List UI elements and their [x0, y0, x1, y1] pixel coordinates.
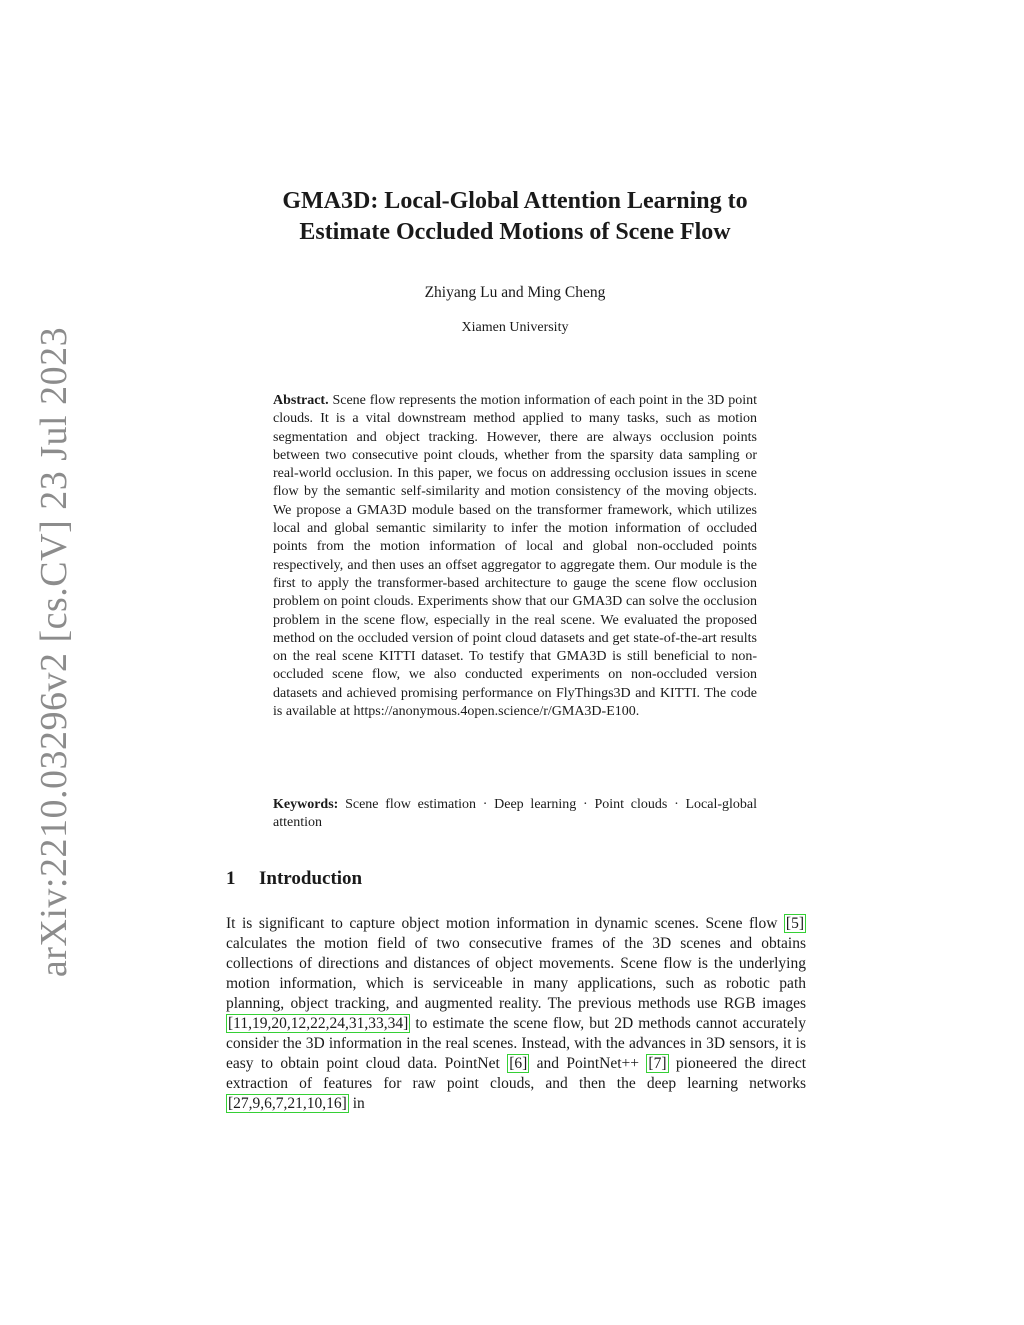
citation-link[interactable]: [7] [648, 1055, 667, 1072]
citation-link[interactable]: [11,19,20,12,22,24,31,33,34] [228, 1015, 409, 1032]
abstract-label: Abstract. [273, 393, 329, 408]
authors: Zhiyang Lu and Ming Cheng [424, 284, 606, 301]
abstract-text: Scene flow represents the motion information of each point in the 3D point clouds. It is a vital downstream method applied to many tasks, such as motion segmentation and object tracking. However, there are always occlusion points between two consecutive point clouds, whether from the sparsity data sampling or real-world occlusion. In this paper, we focus on addressing occlusion issues in scene flow by the semantic self-similarity and motion consistency of the moving objects. We propose a GMA3D module based on the transformer framework, which utilizes local and global semantic similarity to infer the motion information of occluded points from the motion information of local and global non-occluded points respectively, and then uses an offset aggregator to aggregate them. Our module is the first to apply the transformer-based architecture to gauge the scene flow occlusion problem on point clouds. Experiments show that our GMA3D can solve the occlusion problem in the scene flow, especially in the real scene. We evaluated the proposed method on the occluded version of point cloud datasets and get state-of-the-art results on the real scene KITTI dataset. To testify that GMA3D is still beneficial to non-occluded scene flow, we also conducted experiments on non-occluded version datasets and achieved promising performance on FlyThings3D and KITTI. The code is available at https://anonymous.4open.science/r/GMA3D-E100. [273, 393, 757, 720]
intro-text-1: It is significant to capture object motion information in dynamic scenes. Scene flow [226, 915, 784, 932]
keywords-text: Scene flow estimation · Deep learning · Point clouds · Local-global attention [273, 797, 757, 831]
arxiv-identifier: arXiv:2210.03296v2 [cs.CV] 23 Jul 2023 [33, 326, 75, 978]
title-line-1: GMA3D: Local-Global Attention Learning to [282, 188, 748, 214]
citation-link[interactable]: [27,9,6,7,21,10,16] [228, 1095, 347, 1112]
intro-text-3: to estimate the scene flow, but 2D methods cannot accurately consider the 3D information in the real scenes. Instead, with the advances in 3D sensors, it is easy to obtain point cloud data. PointNet [226, 1015, 806, 1072]
intro-text-6: in [348, 1095, 365, 1112]
keywords-label: Keywords: [273, 797, 339, 812]
section-heading [226, 868, 362, 890]
intro-text-4: and PointNet++ [529, 1055, 647, 1072]
intro-text-5: pioneered the direct extraction of features for raw point clouds, and then the deep learning networks [226, 1055, 806, 1092]
affiliation: Xiamen University [461, 320, 569, 335]
section-title: Introduction [259, 868, 363, 889]
title-line-2: Estimate Occluded Motions of Scene Flow [299, 219, 731, 245]
abstract [273, 392, 757, 721]
paper-title [215, 186, 815, 248]
intro-text-2: calculates the motion field of two consecutive frames of the 3D scenes and obtains collections of directions and distances of object movements. Scene flow is the underlying motion information, which is serviceable in many applications, such as robotic path planning, object tracking, and augmented reality. The previous methods use RGB images [226, 935, 806, 1012]
section-number: 1 [226, 868, 236, 889]
citation-link[interactable]: [6] [509, 1055, 528, 1072]
intro-paragraph [226, 914, 806, 1114]
citation-link[interactable]: [5] [785, 915, 804, 932]
keywords [273, 796, 757, 833]
